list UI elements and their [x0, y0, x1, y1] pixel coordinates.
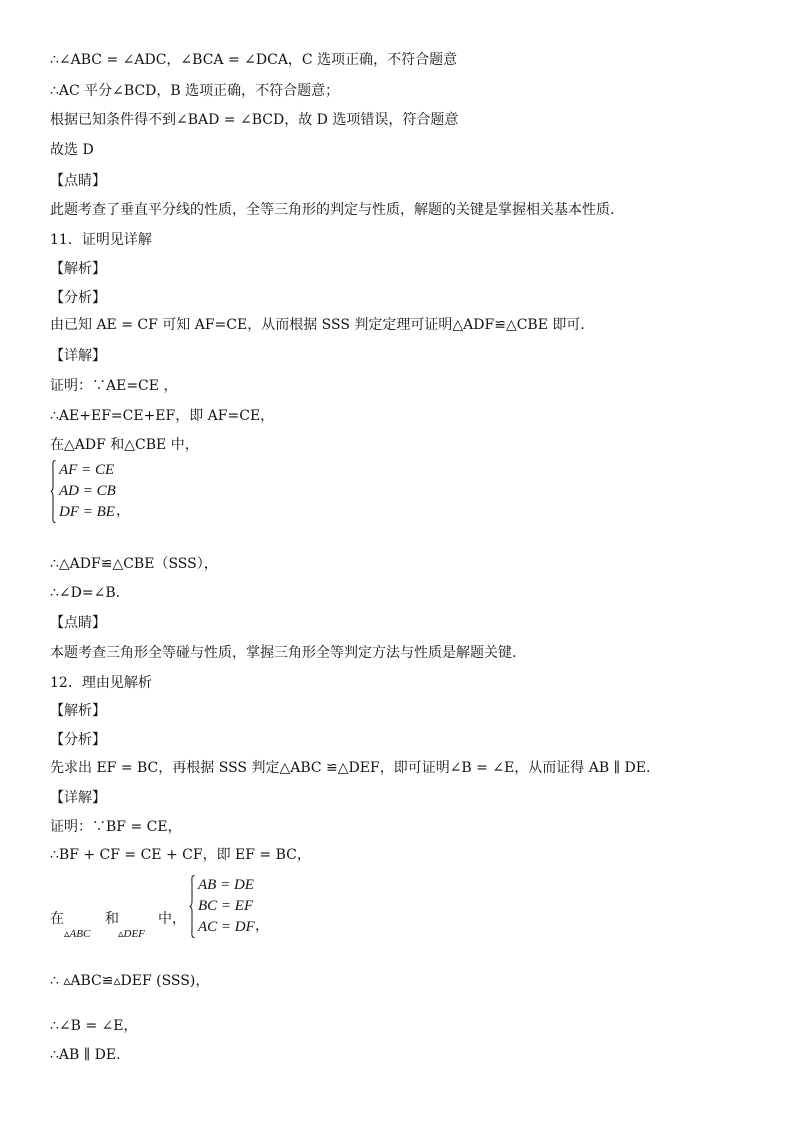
equation-system — [189, 875, 269, 938]
text-line: ∴ ▵ABC≌▵DEF (SSS)， — [50, 973, 210, 989]
text-line: ∴AB ∥ DE. — [50, 1047, 121, 1063]
text-line: ∴AC 平分∠BCD，B 选项正确，不符合题意； — [50, 83, 340, 99]
text-line: 此题考查了垂直平分线的性质，全等三角形的判定与性质，解题的关键是掌握相关基本性质. — [50, 202, 615, 218]
section-heading: 【详解】 — [50, 348, 106, 364]
text-line: 故选 D — [50, 142, 94, 158]
text-line: 先求出 EF = BC，再根据 SSS 判定△ABC ≌△DEF，即可证明∠B = ∠E，从而证得 AB ∥ DE. — [50, 760, 651, 776]
text-line: 证明：∵BF = CE， — [50, 819, 182, 835]
section-heading: 【点睛】 — [50, 173, 106, 189]
section-heading: 【分析】 — [50, 732, 106, 748]
equation-row: AF = CE — [59, 462, 115, 478]
equation-system — [50, 460, 130, 523]
text-line: 根据已知条件得不到∠BAD = ∠BCD，故 D 选项错误，符合题意 — [50, 112, 459, 128]
punctuation: ， — [116, 503, 130, 519]
text-line: ∴AE+EF=CE+EF，即 AF=CE， — [50, 408, 275, 424]
brace-icon — [189, 875, 195, 938]
text-line: 证明：∵AE=CE ， — [50, 378, 178, 394]
equation-row: AC = DF — [198, 919, 255, 935]
text-line: 本题考查三角形全等碰与性质，掌握三角形全等判定方法与性质是解题关键. — [50, 645, 517, 661]
text-line: ∴BF + CF = CE + CF，即 EF = BC， — [50, 847, 311, 863]
equation-row: DF = BE — [59, 504, 115, 520]
punctuation: ， — [255, 918, 269, 934]
equation-row: AD = CB — [59, 483, 116, 499]
section-heading: 【解析】 — [50, 261, 106, 277]
question-heading: 12．理由见解析 — [50, 675, 152, 691]
section-heading: 【点睛】 — [50, 615, 106, 631]
text-fragment: 和 — [105, 911, 119, 927]
question-heading: 11．证明见详解 — [50, 232, 152, 248]
equation-row: AB = DE — [198, 877, 254, 893]
section-heading: 【分析】 — [50, 290, 106, 306]
text-fragment: 中， — [158, 911, 186, 927]
text-fragment: 在 — [50, 911, 64, 927]
text-line: ∴△ADF≌△CBE（SSS）， — [50, 556, 218, 572]
text-line: ∴∠D=∠B. — [50, 585, 121, 601]
text-line: 由已知 AE = CF 可知 AF=CE，从而根据 SSS 判定定理可证明△ADF≌△CBE 即可. — [50, 317, 585, 333]
triangle-label: ▵ABC — [64, 928, 91, 940]
text-line: ∴∠ABC = ∠ADC，∠BCA = ∠DCA，C 选项正确，不符合题意 — [50, 52, 458, 68]
brace-icon — [50, 460, 56, 523]
triangle-label: ▵DEF — [118, 928, 145, 940]
section-heading: 【解析】 — [50, 703, 106, 719]
equation-row: BC = EF — [198, 898, 254, 914]
text-line: 在△ADF 和△CBE 中， — [50, 437, 199, 453]
text-line: ∴∠B = ∠E， — [50, 1018, 138, 1034]
section-heading: 【详解】 — [50, 790, 106, 806]
equation-block — [50, 875, 350, 945]
